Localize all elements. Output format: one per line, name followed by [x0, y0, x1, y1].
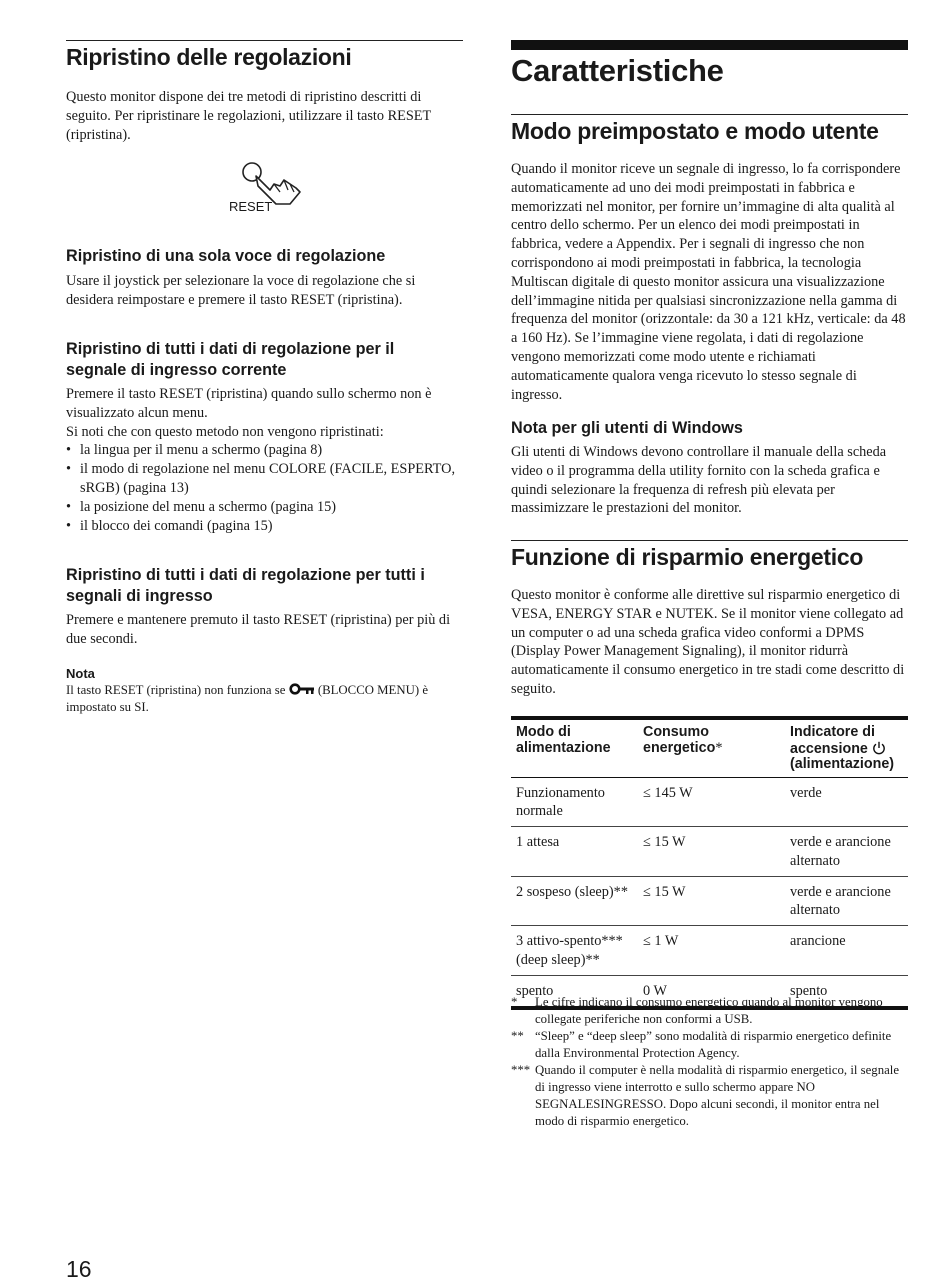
right-section-title-3: Funzione di risparmio energetico: [511, 544, 864, 570]
table-header-indicator: Indicatore di accensione (alimentazione): [785, 718, 908, 777]
right-section3-rule: [511, 540, 908, 541]
reset-label: RESET: [229, 199, 273, 214]
left-subtitle-2: Ripristino di tutti i dati di regolazione per il segnale di ingresso corrente: [66, 340, 395, 379]
footnotes: [511, 994, 908, 1130]
right-windows-text: Gli utenti di Windows devono controllare il manuale della scheda video o il programma della utility fornito con la scheda grafica e quindi selezionare la frequenza di refresh più elevata per massimizzare le prestazioni del monitor.: [511, 444, 887, 517]
note-title: Nota: [66, 666, 95, 681]
chapter-title: Caratteristiche: [511, 53, 724, 88]
table-row: [511, 876, 908, 926]
left-sub2-body: [66, 385, 463, 535]
table-row: [511, 827, 908, 877]
table-cell: 0 W: [638, 975, 785, 1007]
table-cell: ≤ 15 W: [638, 876, 785, 926]
footnote-1: [511, 994, 908, 1028]
left-sub3-text: Premere e mantenere premuto il tasto RESET (ripristina) per più di due secondi.: [66, 612, 451, 647]
list-item: • il modo di regolazione nel menu COLORE (FACILE, ESPERTO, sRGB) (pagina 13): [66, 460, 463, 498]
table-cell: verde e arancione alternato: [785, 876, 908, 926]
table-cell: Funzionamento normale: [511, 777, 638, 827]
footnote-mark: ***: [511, 1063, 531, 1077]
table-cell: arancione: [785, 926, 908, 976]
power-icon: [872, 741, 886, 755]
footnote-text: “Sleep” e “deep sleep” sono modalità di risparmio energetico definite dalla Environmental Protection Agency.: [535, 1029, 892, 1060]
key-lock-icon: [289, 683, 315, 695]
footnote-mark: **: [511, 1029, 524, 1043]
left-section-title: Ripristino delle regolazioni: [66, 44, 352, 70]
table-cell: ≤ 1 W: [638, 926, 785, 976]
note-text: [66, 682, 463, 716]
left-sub2-text-1: Premere il tasto RESET (ripristina) quando sullo schermo non è visualizzato alcun menu.: [66, 386, 432, 421]
left-intro-text: Questo monitor dispone dei tre metodi di ripristino descritti di seguito. Per ripristinare le regolazioni, utilizzare il tasto RESET (ripristina).: [66, 89, 432, 143]
table-cell: 3 attivo-spento*** (deep sleep)**: [511, 926, 638, 976]
left-sub1-text: Usare il joystick per selezionare la voce di regolazione che si desidera reimpostare e premere il tasto RESET (ripristina).: [66, 273, 416, 308]
table-cell: spento: [511, 975, 638, 1007]
right-subtitle-windows: Nota per gli utenti di Windows: [511, 419, 743, 437]
not-reset-list: [66, 441, 463, 535]
page-number: 16: [66, 1256, 92, 1282]
table-header-consumption: Consumo energetico*: [638, 718, 785, 777]
table-cell: 1 attesa: [511, 827, 638, 877]
right-section-title-1: Modo preimpostato e modo utente: [511, 118, 879, 144]
footnote-mark: *: [511, 995, 518, 1009]
footnote-text: Quando il computer è nella modalità di risparmio energetico, il segnale di ingresso viene interrotto e sullo schermo appare NO SEGNALESINGRESSO. Dopo alcuni secondi, il monitor entra nel modo di risparmio energetico.: [535, 1063, 900, 1128]
table-cell: verde: [785, 777, 908, 827]
table-row: [511, 926, 908, 976]
right-section3-text: Questo monitor è conforme alle direttive sul risparmio energetico di VESA, ENERGY STAR e NUTEK. Se il monitor viene collegato ad un computer o ad una scheda grafica video conformi a DPMS (Display Power Management Signaling), il monitor ridurrà automaticamente il consumo energetico in tre stadi come descritto di seguito.: [511, 587, 905, 697]
table-cell: spento: [785, 975, 908, 1007]
list-item: • la posizione del menu a schermo (pagina 15): [66, 498, 463, 517]
footnote-2: [511, 1028, 908, 1062]
left-title-rule: [66, 40, 463, 41]
left-sub2-text-2: Si noti che con questo metodo non vengono ripristinati:: [66, 423, 384, 440]
note-text-before: Il tasto RESET (ripristina) non funziona se: [66, 683, 286, 697]
left-subtitle-3: Ripristino di tutti i dati di regolazione per tutti i segnali di ingresso: [66, 566, 425, 605]
table-header-row: [511, 718, 908, 777]
table-header-mode: Modo di alimentazione: [511, 718, 638, 777]
right-section1-text: Quando il monitor riceve un segnale di ingresso, lo fa corrispondere automaticamente ad uno dei modi preimpostati in fabbrica e memorizzati nel monitor, per fornire un’immagine di alta qualità al centro dello schermo. Per un elenco dei modi preimpostati in fabbrica, vedere a Appendix. Per i segnali di ingresso che non corrispondono ai modi preimpostati in fabbrica, la tecnologia Multiscan digitale di questo monitor assicura una visualizzazione dell’immagine nitida per qualsiasi sincronizzazione nella gamma di frequenza del monitor (orizzontale: da 30 a 121 kHz, verticale: da 48 a 160 Hz). Se l’immagine viene regolata, i dati di regolazione vengono memorizzati come modo utente e richiamati automaticamente qualora venga ricevuto lo stesso segnale di ingresso.: [511, 161, 906, 403]
power-table: [511, 716, 908, 1010]
reset-button-illustration: [224, 160, 314, 216]
footnote-3: [511, 1062, 908, 1130]
list-item: • la lingua per il menu a schermo (pagina 8): [66, 441, 463, 460]
right-section1-rule: [511, 114, 908, 115]
table-header-mark: *: [715, 739, 723, 756]
left-subtitle-1: Ripristino di una sola voce di regolazione: [66, 247, 386, 265]
right-title-rule: [511, 40, 908, 50]
list-item: • il blocco dei comandi (pagina 15): [66, 517, 463, 536]
note-text-after: (BLOCCO MENU) è impostato su SI.: [66, 683, 428, 714]
footnote-text: Le cifre indicano il consumo energetico quando al monitor vengono collegate periferiche non conformi a USB.: [535, 995, 883, 1026]
table-cell: ≤ 15 W: [638, 827, 785, 877]
table-row: [511, 777, 908, 827]
table-cell: verde e arancione alternato: [785, 827, 908, 877]
table-cell: ≤ 145 W: [638, 777, 785, 827]
table-cell: 2 sospeso (sleep)**: [511, 876, 638, 926]
